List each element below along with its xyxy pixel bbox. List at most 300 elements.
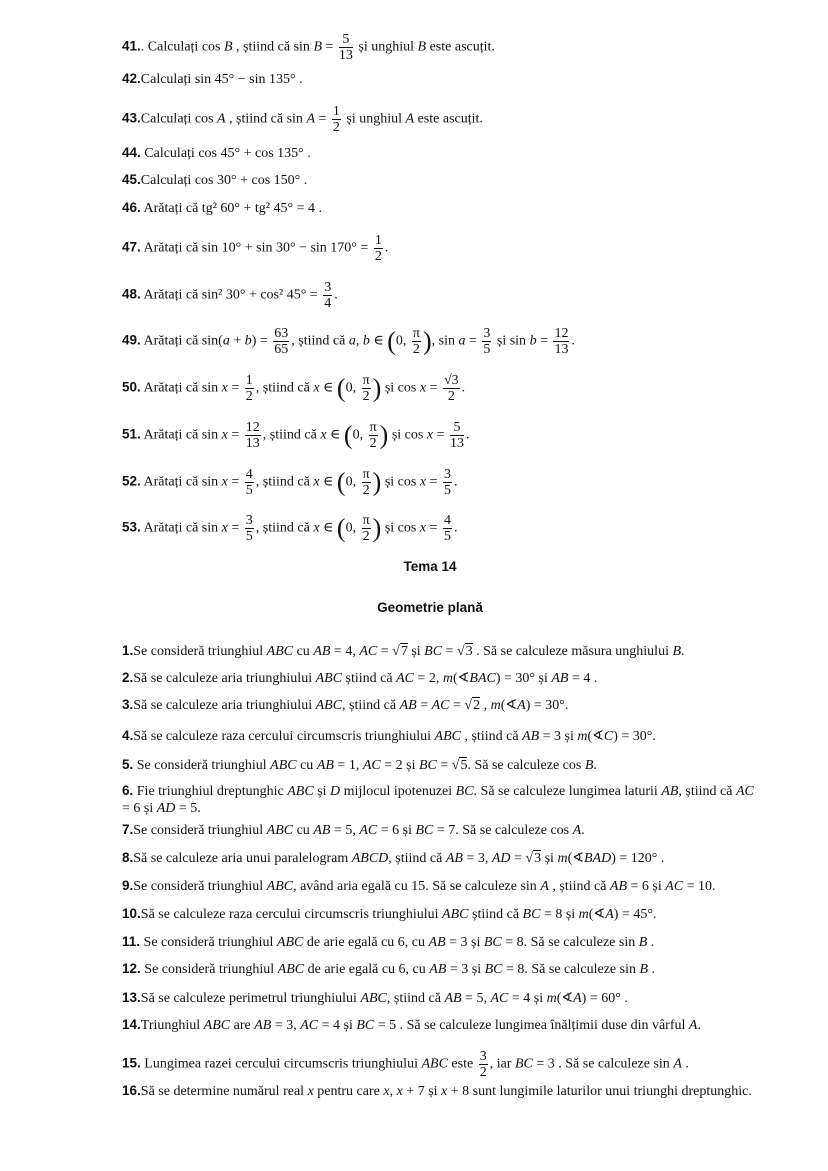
denominator: 13 [338,48,353,63]
exercise-number: 1. [122,643,134,658]
exercise-text: Arătați că tg² 60° + tg² 45° = 4 . [140,201,322,216]
math-variable: AB [429,962,447,977]
exercise-text: știind că [468,907,523,922]
math-variable: AB [254,1018,272,1033]
numerator: π [412,326,420,341]
math-variable: AC [490,991,509,1006]
exercise-text: și unghiul [354,39,418,55]
exercise-number: 8. [122,850,134,865]
exercise-number: 10. [122,906,141,921]
exercise-text: Să se determine numărul real [140,1084,308,1099]
exercise-item [122,420,762,451]
math-variable: BC [514,1056,533,1072]
math-variable: m [546,991,557,1006]
exercise-text: ∈ [319,474,337,490]
exercise-text: = 5, [330,823,360,838]
exercise-text: = [416,698,432,713]
math-variable: BC [483,935,502,950]
square-root: √5 [451,758,468,773]
exercise-number: 52. [122,473,141,489]
denominator: 5 [245,529,253,544]
exercise-text: , [389,1084,397,1099]
exercise-text: mijlocul ipotenuzei [340,784,456,799]
exercise-text: Arătați că sin( [140,333,223,349]
exercise-number: 46. [122,200,141,215]
math-variable: A [673,1056,682,1072]
exercise-item [122,642,762,660]
math-variable: A [540,879,549,894]
math-variable: A [306,111,315,127]
exercise-text: = 2 și [380,758,419,773]
exercise-text: ) = 30° și [495,671,552,686]
exercise-text: (∢ [453,671,470,686]
exercise-text: de arie egală cu 6, cu [304,962,430,977]
fraction [369,420,378,451]
exercise-text: = 6 și [377,823,416,838]
exercise-text: . [581,823,585,838]
exercise-text: = [227,474,243,490]
exercise-text: Calculați cos 30° + cos 150° . [140,173,308,188]
exercise-text: , știind că [342,698,400,713]
exercise-text: = [426,380,441,396]
exercise-text: Arătați că sin 10° + sin 30° − sin 170° = [140,240,372,256]
math-variable: B [639,962,649,977]
fraction [362,513,371,544]
fraction [482,326,491,357]
exercise-item [122,326,762,357]
math-variable: A [573,991,582,1006]
numerator: 1 [374,233,382,248]
math-variable: m [577,729,588,744]
exercise-text: Se consideră triunghiul [140,935,277,950]
denominator: 13 [245,436,260,451]
exercise-text: Să se calculeze raza cercului circumscris triunghiului [133,729,435,744]
math-variable: AC [359,644,378,659]
exercise-text: = 4 și [508,991,547,1006]
exercise-text: . [384,240,389,256]
exercise-text: Calculați cos [140,111,217,127]
exercise-text: = [465,333,481,349]
numerator: π [362,467,370,482]
exercise-text: = 5, [461,991,491,1006]
math-variable: C [603,729,614,744]
exercise-text: . [647,935,655,950]
exercise-text: . Calculați cos [140,39,224,55]
denominator: 5 [443,529,451,544]
fraction [339,32,353,63]
exercise-text: și cos [381,520,420,536]
parenthesis: ) [372,373,382,403]
math-variable: m [557,851,568,866]
denominator: 2 [374,249,382,264]
exercise-item [122,877,762,895]
exercise-text: = 8. Să se calculeze sin [501,935,639,950]
exercise-number: 2. [122,670,134,685]
math-variable: a, b [348,333,370,349]
math-variable: ABC [287,784,314,799]
exercise-text: Arătați că sin [140,380,222,396]
exercise-text: . [681,644,685,659]
math-variable: BC [415,823,434,838]
exercise-text: , știind că [548,879,610,894]
exercise-text: = 8 și [540,907,579,922]
denominator: 4 [324,296,332,311]
exercise-text: = 4, [330,644,360,659]
numerator: 3 [443,467,451,482]
exercise-text: , știind că sin [225,111,307,127]
math-variable: AC [665,879,684,894]
exercise-item [122,373,762,404]
exercise-item [122,199,762,217]
exercise-item [122,989,762,1007]
numerator: 3 [324,280,332,295]
exercise-text: și cos [381,474,420,490]
exercise-text: (∢ [588,907,606,922]
math-variable: AB [445,851,463,866]
exercise-text: Arătați că sin [140,520,222,536]
parenthesis: ) [422,326,432,356]
math-variable: ABC [421,1056,448,1072]
math-variable: x [313,380,320,396]
math-variable: x [313,520,320,536]
exercise-text: , având aria egală cu 15. Să se calculeze sin [293,879,541,894]
exercise-text: . [465,427,470,443]
exercise-text: = [426,474,441,490]
exercise-number: 7. [122,822,134,837]
exercise-text: este ascuțit. [426,39,495,55]
parenthesis: ) [372,513,382,543]
parenthesis: ( [336,467,346,497]
exercise-number: 53. [122,519,141,535]
numerator: π [362,513,370,528]
numerator: π [369,420,377,435]
fraction [362,373,371,404]
square-root: √7 [392,644,408,659]
math-variable: ABC [266,644,294,659]
fraction [412,326,421,357]
math-variable: ABC [442,907,469,922]
exercise-text: , știind că [678,784,736,799]
exercise-text: ) = 60° . [581,991,628,1006]
exercise-item [122,727,762,745]
math-variable: BC [356,1018,375,1033]
exercise-text: are [230,1018,255,1033]
exercise-number: 51. [122,426,141,442]
exercise-text: . [571,333,575,349]
math-variable: BC [522,907,541,922]
denominator: 2 [479,1065,487,1080]
math-variable: x [419,474,427,490]
exercise-text: + 7 și [402,1084,442,1099]
fraction [374,233,383,264]
exercise-item [122,821,762,839]
math-variable: BC [484,962,503,977]
exercise-text: ∈ [319,520,337,536]
numerator: 3 [483,326,491,341]
numerator: 3 [245,513,253,528]
radicand: 2 [473,698,481,713]
numerator: 12 [554,326,569,341]
exercise-item [122,467,762,498]
exercise-number: 11. [122,934,141,949]
math-variable: AB [313,823,331,838]
exercise-item [122,1049,762,1080]
exercise-text: (∢ [587,729,604,744]
exercise-text: Să se calculeze raza cercului circumscris triunghiului [140,907,443,922]
exercise-text: și unghiul [342,111,406,127]
exercise-text: + [229,333,245,349]
exercise-text: Se consideră triunghiul [133,879,267,894]
radicand: 3 [534,851,542,866]
math-variable: m [442,671,454,686]
denominator: 2 [412,342,420,357]
math-variable: AD [156,801,176,816]
denominator: 2 [332,120,340,135]
exercise-item [122,1082,762,1100]
exercise-text: = 3 . Să se calculeze sin [532,1056,674,1072]
exercise-item [122,280,762,311]
math-variable: BC [418,758,437,773]
exercise-text: = [322,39,337,55]
exercise-text: = 3 și [445,935,484,950]
exercise-number: 16. [122,1083,141,1098]
exercise-text: este ascuțit. [414,111,483,127]
exercise-text: = [442,644,457,659]
exercise-text: = [436,758,452,773]
math-variable: A [517,698,526,713]
exercise-text: este [447,1056,477,1072]
exercise-text: ) = 30°. [525,698,569,713]
exercise-text: de arie egală cu 6, cu [303,935,429,950]
exercise-text: , știind că [388,851,446,866]
exercise-text: Lungimea razei cercului circumscris triunghiului [140,1056,422,1072]
exercise-text: Arătați că sin [140,474,222,490]
exercise-text: și [407,644,425,659]
exercise-text: = [426,520,441,536]
radicand: 7 [400,644,408,659]
math-variable: x [419,380,427,396]
exercise-text: (∢ [500,698,518,713]
exercise-text: , știind că [262,427,321,443]
exercise-text: = 1, [333,758,363,773]
exercise-text: = 3 și [446,962,485,977]
math-variable: x [221,380,228,396]
section-number: Tema 14 [403,559,457,574]
math-variable: x [221,427,228,443]
denominator: 2 [245,389,253,404]
exercise-item [122,960,762,978]
square-root: √3 [456,644,473,659]
exercise-text: ) = 120° . [611,851,665,866]
exercise-text: Fie triunghiul dreptunghic [133,784,288,799]
exercise-text: . [593,758,597,773]
exercise-text: , sin [431,333,459,349]
exercise-item [122,104,762,135]
math-variable: x [307,1084,314,1099]
exercise-text: și [541,851,558,866]
exercise-number: 44. [122,145,141,160]
exercise-text: . [697,1018,701,1033]
math-variable: D [330,784,341,799]
math-variable: AC [431,698,450,713]
exercise-text: , știind că [255,380,314,396]
denominator: 2 [369,436,377,451]
math-variable: B [672,644,682,659]
denominator: 2 [362,483,370,498]
math-variable: A [688,1018,698,1033]
math-variable: AB [428,935,446,950]
exercise-text: Se consideră triunghiul [133,823,267,838]
exercise-number: 6. [122,783,134,798]
fraction [553,326,569,357]
exercise-text: Calculați cos 45° + cos 135° . [140,146,311,161]
math-variable: a [458,333,466,349]
exercise-text: ) = [251,333,272,349]
exercise-text: 0, [352,427,367,443]
math-variable: ABC [276,935,304,950]
exercise-text: Să se calculeze aria triunghiului [133,671,316,686]
exercise-text: = 5. [175,801,201,816]
exercise-item [122,849,762,867]
exercise-text: + 8 sunt lungimile laturilor unui triunghi dreptunghic. [447,1084,752,1099]
math-variable: BAC [469,671,496,686]
denominator: 5 [245,483,253,498]
fraction [245,420,261,451]
parenthesis: ) [372,467,382,497]
denominator: 2 [362,529,370,544]
exercise-text: , știind că [460,729,523,744]
math-variable: ABC [434,729,461,744]
math-variable: ABC [266,823,294,838]
exercise-text: . [648,962,656,977]
exercise-text: pentru care [313,1084,384,1099]
exercise-text: = [449,698,465,713]
radicand: 3 [465,644,473,659]
math-variable: ABC [203,1018,231,1033]
math-variable: AC [362,758,381,773]
math-variable: AC [735,784,754,799]
math-variable: ABC [270,758,297,773]
fraction [443,467,452,498]
math-variable: AB [551,671,569,686]
exercise-text: Să se calculeze aria triunghiului [133,698,316,713]
exercise-text: Se consideră triunghiul [140,962,278,977]
denominator: 13 [449,436,464,451]
exercise-text: . Să se calculeze lungimea laturii [473,784,662,799]
math-variable: x [419,520,427,536]
exercise-text: = [227,380,243,396]
math-variable: AB [399,698,417,713]
exercise-text: = 6 și [627,879,666,894]
exercise-item [122,669,762,687]
fraction [443,373,460,404]
exercise-number: 13. [122,990,141,1005]
exercise-number: 5. [122,757,134,772]
exercise-text: Să se calculeze perimetrul triunghiului [140,991,361,1006]
exercise-item [122,144,762,162]
math-variable: x [313,474,320,490]
exercise-text: ∈ [326,427,344,443]
exercise-text: . [681,1056,689,1072]
math-variable: AB [444,991,462,1006]
exercise-text: și [313,784,331,799]
exercise-number: 45. [122,172,141,187]
exercise-text: Se consideră triunghiul [133,644,267,659]
exercise-text: (∢ [567,851,584,866]
exercise-text: = 10. [683,879,716,894]
parenthesis: ) [379,420,389,450]
exercise-text: Să se calculeze aria unui paralelogram [133,851,352,866]
math-variable: ABC [266,879,294,894]
exercise-number: 47. [122,239,141,255]
exercise-text: , știind că [386,991,445,1006]
denominator: 13 [554,342,569,357]
exercise-text: 0, [345,380,360,396]
exercise-item [122,171,762,189]
math-variable: b [244,333,252,349]
exercise-number: 49. [122,332,141,348]
math-variable: AC [300,1018,319,1033]
math-variable: B [417,39,427,55]
numerator: π [362,373,370,388]
exercise-text: , [480,698,491,713]
exercise-number: 14. [122,1017,141,1032]
fraction [245,373,254,404]
exercise-number: 43. [122,110,141,126]
exercise-text: ) = 45°. [613,907,657,922]
math-variable: BAD [583,851,612,866]
math-variable: ABCD [351,851,389,866]
fraction [443,513,452,544]
exercise-text: ∈ [319,380,337,396]
exercise-text: 0, [345,474,360,490]
math-variable: a [222,333,230,349]
math-variable: A [605,907,614,922]
radicand: 5 [460,758,468,773]
numerator: 12 [245,420,260,435]
exercise-text: Arătați că sin² 30° + cos² 45° = [140,287,322,303]
exercise-item [122,696,762,714]
exercise-number: 42. [122,71,141,86]
exercise-text: cu [293,644,314,659]
math-variable: AD [491,851,511,866]
math-variable: B [313,39,322,55]
exercise-text: ∈ [369,333,388,349]
math-variable: x [441,1084,448,1099]
math-variable: m [490,698,501,713]
exercise-item [122,32,762,63]
exercise-text: = 3, [462,851,492,866]
exercise-text: ) = 30°. [613,729,656,744]
numerator: 5 [450,420,464,436]
exercise-text: = [315,111,330,127]
numerator: 4 [443,513,451,528]
math-variable: ABC [277,962,305,977]
math-variable: A [405,111,415,127]
math-variable: AB [316,758,334,773]
numerator: 63 [274,326,289,341]
exercise-text: 0, [345,520,360,536]
exercise-text: = [377,644,393,659]
exercise-text: Se consideră triunghiul [133,758,271,773]
exercise-text: = [227,427,243,443]
math-variable: B [223,39,233,55]
exercise-text: = [433,427,448,443]
math-variable: AC [396,671,414,686]
exercise-text: = 5 . Să se calculeze lungimea înălțimii duse din vârful [374,1018,689,1033]
fraction [245,513,254,544]
math-variable: m [578,907,589,922]
